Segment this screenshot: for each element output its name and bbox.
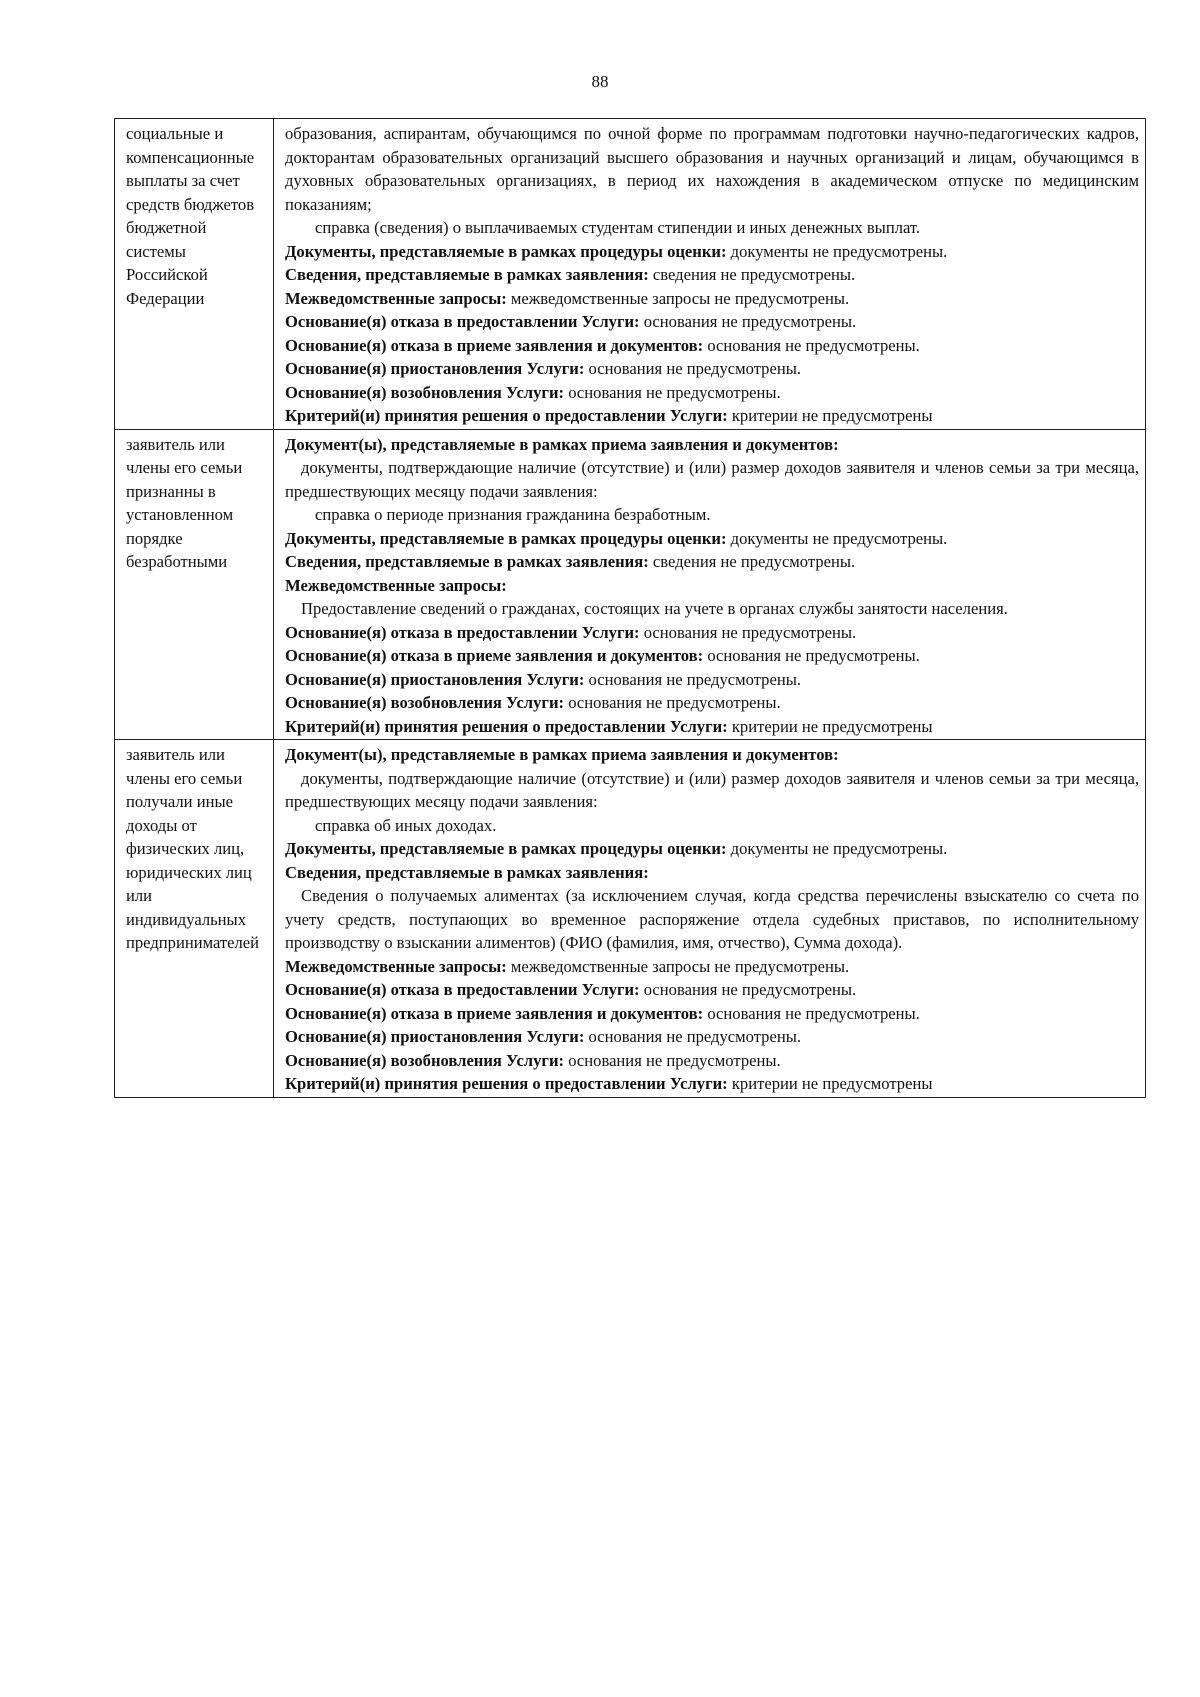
paragraph: Основание(я) возобновления Услуги: основания не предусмотрены.	[285, 382, 781, 402]
paragraph: Основание(я) отказа в предоставлении Услуги: основания не предусмотрены.	[285, 980, 857, 999]
paragraph: Критерий(и) принятия решения о предоставлении Услуги: критерии не предусмотрены	[285, 716, 933, 736]
paragraph: образования, аспирантам, обучающимся по очной форме по программам подготовки научно-педагогических кадров, докторантам образовательных организаций высшего образования и научных организаций и лицам, обучающимся в духовных образовательных организациях, в период их нахождения в академическом отпуске по медицинским показаниям;	[285, 124, 1139, 214]
paragraph: Основание(я) приостановления Услуги: основания не предусмотрены.	[285, 359, 802, 378]
paragraph: Сведения о получаемых алиментах (за исключением случая, когда средства перечислены взыскателю со счета по учету средств, поступающих во временное распоряжение отдела судебных приставов, по исполнительному производству о взыскании алиментов) (ФИО (фамилия, имя, отчество), Сумма дохода).	[285, 886, 1139, 952]
paragraph: Сведения, представляемые в рамках заявления:	[285, 862, 649, 882]
paragraph: Основание(я) отказа в приеме заявления и документов: основания не предусмотрены.	[285, 1003, 920, 1023]
services-table	[114, 118, 1146, 1098]
row-category: заявитель или члены его семьи признанны в установленном порядке безработными	[115, 429, 274, 740]
paragraph: Основание(я) приостановления Услуги: основания не предусмотрены.	[285, 669, 802, 689]
paragraph: Документы, представляемые в рамках процедуры оценки: документы не предусмотрены.	[285, 241, 948, 261]
paragraph: Основание(я) отказа в предоставлении Услуги: основания не предусмотрены.	[285, 312, 857, 331]
paragraph: Критерий(и) принятия решения о предоставлении Услуги: критерии не предусмотрены	[285, 1074, 933, 1093]
paragraph: справка (сведения) о выплачиваемых студентам стипендии и иных денежных выплат.	[315, 218, 921, 237]
row-details	[274, 740, 1146, 1098]
paragraph: Критерий(и) принятия решения о предоставлении Услуги: критерии не предусмотрены	[285, 406, 933, 425]
table-row	[115, 740, 1146, 1098]
paragraph: Документ(ы), представляемые в рамках приема заявления и документов:	[285, 745, 839, 764]
row-category: социальные и компенсационные выплаты за счет средств бюджетов бюджетной системы Российской Федерации	[115, 119, 274, 430]
paragraph: Документы, представляемые в рамках процедуры оценки: документы не предусмотрены.	[285, 839, 948, 858]
paragraph: Основание(я) возобновления Услуги: основания не предусмотрены.	[285, 693, 781, 712]
paragraph: справка о периоде признания гражданина безработным.	[315, 505, 711, 524]
paragraph: Межведомственные запросы: межведомственные запросы не предусмотрены.	[285, 288, 850, 308]
paragraph: Предоставление сведений о гражданах, состоящих на учете в органах службы занятости населения.	[301, 599, 1008, 618]
paragraph: Документы, представляемые в рамках процедуры оценки: документы не предусмотрены.	[285, 528, 948, 548]
page-number: 88	[591, 72, 609, 91]
paragraph: Межведомственные запросы:	[285, 575, 507, 595]
row-category: заявитель или члены его семьи получали иные доходы от физических лиц, юридических лиц или индивидуальных предпринимателей	[115, 740, 274, 1098]
paragraph: документы, подтверждающие наличие (отсутствие) и (или) размер доходов заявителя и членов семьи за три месяца, предшествующих месяцу подачи заявления:	[285, 768, 1139, 811]
paragraph: справка об иных доходах.	[315, 815, 497, 835]
row-details	[274, 119, 1146, 430]
table-row	[115, 119, 1146, 430]
table-row	[115, 429, 1146, 740]
paragraph: Основание(я) приостановления Услуги: основания не предусмотрены.	[285, 1027, 802, 1046]
paragraph: Основание(я) отказа в предоставлении Услуги: основания не предусмотрены.	[285, 622, 857, 642]
paragraph: Межведомственные запросы: межведомственные запросы не предусмотрены.	[285, 956, 850, 976]
row-details	[274, 429, 1146, 740]
paragraph: Основание(я) отказа в приеме заявления и документов: основания не предусмотрены.	[285, 335, 920, 355]
paragraph: документы, подтверждающие наличие (отсутствие) и (или) размер доходов заявителя и членов семьи за три месяца, предшествующих месяцу подачи заявления:	[285, 458, 1139, 501]
paragraph: Сведения, представляемые в рамках заявления: сведения не предусмотрены.	[285, 552, 856, 571]
paragraph: Сведения, представляемые в рамках заявления: сведения не предусмотрены.	[285, 265, 856, 284]
paragraph: Основание(я) отказа в приеме заявления и документов: основания не предусмотрены.	[285, 646, 920, 665]
paragraph: Основание(я) возобновления Услуги: основания не предусмотрены.	[285, 1050, 781, 1070]
paragraph: Документ(ы), представляемые в рамках приема заявления и документов:	[285, 434, 839, 454]
